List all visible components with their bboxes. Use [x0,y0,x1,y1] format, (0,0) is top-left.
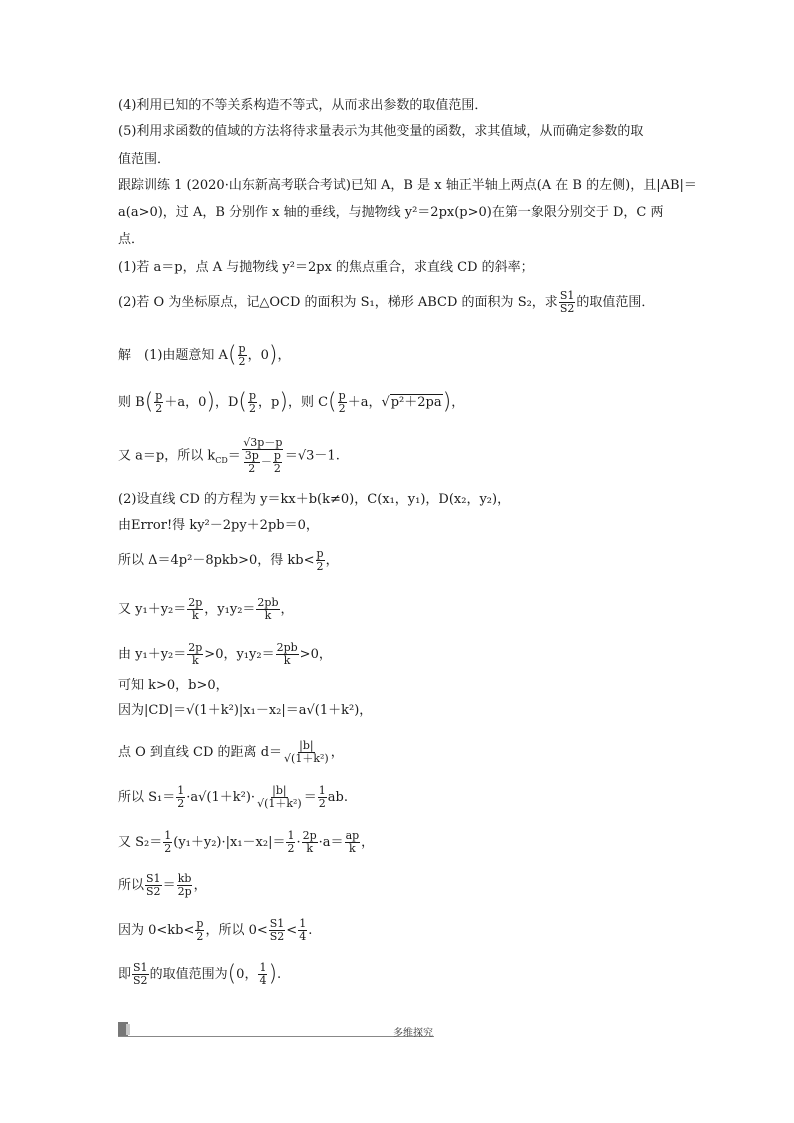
solution-line: 即 $\frac{S1}{S2}$ 的取值范围为(0， $\frac{1}{4}$ ). [118,961,282,987]
numerator: kb [177,872,192,885]
footer-label: 多维探究 [393,1028,433,1039]
denominator: √(1＋k²) [284,752,329,765]
numerator: S1 [269,917,285,930]
fraction [318,785,327,810]
text-line: (5)利用求函数的值域的方法将待求量表示为其他变量的函数，求其值域，从而确定参数的取 [118,124,644,139]
fraction-s1-s2 [559,290,576,315]
solution-line: 又 a＝p，所以 $k_{CD}=$ √3p－p $\frac{3p}{2}$ － $\frac{p}{2}$ ＝√3－1. [118,436,340,475]
denominator: k [264,609,272,622]
solution-line: 又 y₁＋y₂＝ $\frac{2p}{k}$ ，y₁y₂＝ $\frac{2pb}{k}$ ， [118,596,294,622]
denominator: 2 [318,797,326,810]
numerator: 1 [259,961,267,974]
fraction [187,597,203,622]
fraction [286,830,295,855]
denominator: √(1＋k²) [257,797,302,810]
numerator: 1 [318,784,326,797]
numerator: 1 [164,829,172,842]
numerator: p [338,389,346,402]
solution-line: 则 B( $\frac{p}{2}$ ＋a，0)，D( $\frac{p}{2}$ ，p)，则 C( $\frac{p}{2}$ ＋a，√p²＋2pa)， [118,389,465,415]
text-line: (1)若 a＝p，点 A 与抛物线 y²＝2px 的焦点重合，求直线 CD 的斜率； [118,260,534,275]
fraction [345,830,361,855]
fraction [163,830,172,855]
text: ，则 C [287,395,329,410]
denominator: k [191,609,199,622]
footer-marker-accent [126,1024,130,1035]
numerator: p [196,917,204,930]
text: ，所以 0< [205,923,268,938]
numerator: p [248,389,257,402]
text: ，D [214,395,239,410]
fraction [256,785,303,810]
text: (y₁＋y₂)·|x₁－x₂|＝ [173,835,286,850]
fraction [238,343,247,368]
text: ·a＝ [318,835,344,850]
fraction [177,873,193,898]
solution-line: 因为|CD|＝√(1＋k²)|x₁－x₂|＝a√(1＋k²)， [118,703,373,718]
text-line: 值范围． [118,152,171,167]
text: 因为 0<kb< [118,923,195,938]
fraction [302,830,318,855]
fraction [298,918,307,943]
exercise-source: (2020·山东新高考联合考试)已知 A，B 是 x 轴正半轴上两点(A 在 B 的左侧)，且|AB|＝ [186,178,697,193]
question-2: (2)若 O 为坐标原点，记△OCD 的面积为 S₁，梯形 ABCD 的面积为 S₂，求 [118,295,558,310]
solution-line: 点 O 到直线 CD 的距离 d＝ $\frac{|b|}{\text{√(1＋k²)}}$ ， [118,739,344,765]
fraction [276,642,299,667]
denominator: S2 [269,930,285,943]
solution-line: 所以 $\frac{S1}{S2}$ ＝ $\frac{kb}{2p}$ ， [118,872,207,898]
text: 的取值范围为 [149,967,228,982]
text: 由 y₁＋y₂＝ [118,647,187,662]
numerator: S1 [559,289,575,302]
fraction [256,597,279,622]
text: >0，y₁y₂＝ [204,647,275,662]
fraction [187,642,203,667]
text-line [118,290,654,315]
text: 又 y₁＋y₂＝ [118,602,187,617]
exercise-label: 跟踪训练 1 [118,178,183,193]
denominator: 2 [249,402,256,415]
solution-line: 所以 Δ＝4p²－8pkb>0，得 kb< $\frac{p}{2}$ ， [118,547,339,573]
text-line: 点． [118,232,145,247]
text: 又 a＝p，所以 k [118,448,216,464]
numerator: 3p [244,449,259,462]
fraction [258,962,267,987]
text-line [118,178,697,194]
footer-rule [118,1036,434,1037]
fraction [316,548,325,573]
denominator: 4 [299,930,307,943]
numerator: ap [345,829,360,842]
numerator: p [238,342,246,355]
text-line: (4)利用已知的不等关系构造不等式，从而求出参数的取值范围． [118,98,488,113]
solution-line [118,642,332,667]
text: ，y₁y₂＝ [204,602,256,617]
denominator: S2 [133,974,148,987]
denominator: 2 [177,797,185,810]
solution-line: 由Error!得 ky²－2py＋2pb＝0， [118,518,319,533]
denominator: 2 [238,355,246,368]
numerator: 1 [299,917,307,930]
text: 点 O 到直线 CD 的距离 d＝ [118,745,283,760]
numerator: |b| [299,739,314,752]
question-2-tail: 的取值范围． [576,295,655,310]
numerator: 2pb [257,596,279,609]
fraction [154,390,163,415]
solution-start: 解 (1)由题意知 A [118,348,228,363]
numerator: p [316,547,324,560]
denominator: 2p [177,885,192,898]
denominator: 2 [196,930,204,943]
solution-line: 所以 S₁＝ $\frac{1}{2}$ ·a√(1＋k²)· $\frac{|b|}{\text{√(1＋k²)}}$ ＝ $\frac{1}{2}$ ab. [118,784,348,810]
fraction [176,785,185,810]
numerator: |b| [272,784,287,797]
fraction [338,390,347,415]
text: >0， [299,647,332,662]
solution-line: 可知 k>0，b>0， [118,678,229,693]
denominator: k [349,842,356,855]
denominator: 2 [287,842,295,855]
numerator: 2p [188,596,203,609]
text: 即 [118,967,132,982]
denominator: 2 [155,402,163,415]
solution-line: 因为 0<kb< $\frac{p}{2}$ ，所以 0< $\frac{S1}{S2}$ < $\frac{1}{4}$ . [118,917,313,943]
text: ·a√(1＋k²)· [186,790,256,805]
numerator: √3p－p [243,436,283,449]
text: 又 S₂＝ [118,835,163,850]
denominator: k [191,654,199,667]
fraction [195,918,204,943]
solution-line: (2)设直线 CD 的方程为 y＝kx＋b(k≠0)，C(x₁，y₁)，D(x₂，y₂)， [118,492,511,507]
text: ＝√3－1. [284,448,340,464]
solution-line: 解 (1)由题意知 A( $\frac{p}{2}$ ，0)， [118,342,291,368]
numerator: S1 [133,961,148,974]
fraction [283,740,330,765]
fraction [269,918,286,943]
denominator: S2 [146,885,161,898]
numerator: 1 [177,784,185,797]
denominator: k [283,654,291,667]
text: 所以 Δ＝4p²－8pkb>0，得 kb< [118,553,315,568]
numerator: 2pb [276,641,298,654]
denominator: 2 [316,560,324,573]
solution-line: 又 S₂＝ $\frac{1}{2}$ (y₁＋y₂)·|x₁－x₂|＝ $\frac{1}{2}$ · $\frac{2p}{k}$ ·a＝ $\frac{ap}{k}$ ， [118,829,375,855]
denominator: 2 [273,462,281,475]
numerator: p [155,389,163,402]
numerator: 2p [188,641,203,654]
fraction [248,390,257,415]
fraction [145,873,162,898]
denominator: 2 [248,462,256,475]
fraction [132,962,149,987]
numerator: p [273,449,281,462]
text: 则 B [118,395,145,410]
fraction-slope [242,437,284,475]
denominator: 4 [259,974,267,987]
text: 所以 [118,878,145,893]
text: ab. [327,790,348,805]
denominator: $\frac{3p}{2}$ － $\frac{p}{2}$ [244,449,281,475]
denominator: k [306,842,313,855]
denominator: S2 [559,302,575,315]
numerator: 1 [287,829,295,842]
denominator: 2 [164,842,172,855]
text: 所以 S₁＝ [118,790,176,805]
numerator: 2p [302,829,317,842]
denominator: 2 [338,402,346,415]
text-line: a(a>0)，过 A，B 分别作 x 轴的垂线，与抛物线 y²＝2px(p>0)在第一象限分别交于 D，C 两 [118,205,664,220]
numerator: S1 [146,872,161,885]
